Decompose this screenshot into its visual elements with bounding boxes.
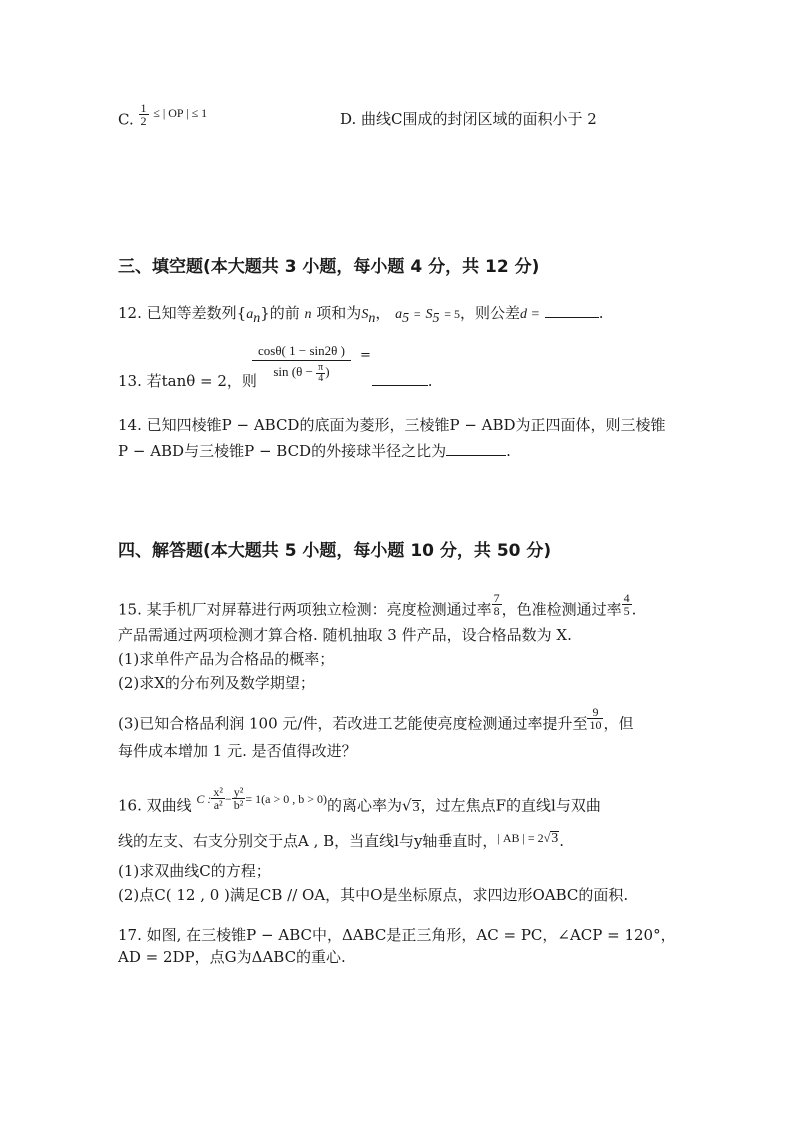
q13-equals: =: [360, 348, 371, 363]
answer-blank: [545, 303, 599, 318]
question-13: 13. 若tanθ = 2，则 .: [118, 372, 433, 390]
option-d: D. 曲线C围成的封闭区域的面积小于 2: [340, 110, 597, 128]
question-17-line-1: 17. 如图, 在三棱锥P − ABC中，ΔABC是正三角形，AC = PC，∠ACP = 120°，: [118, 926, 676, 944]
option-c-fraction: $\frac{1}{2}$: [140, 101, 147, 128]
question-15-part-2: (2)求X的分布列及数学期望；: [118, 674, 315, 692]
question-15-part-3: (3)已知合格品利润 100 元/件，若改进工艺能使亮度检测通过率提升至 $\frac{9}{10}$ ，但: [118, 705, 634, 733]
q13-denominator: sin (θ − $\frac{\pi}{4}$ ): [273, 361, 330, 384]
option-c-expr: ≤ | OP | ≤ 1: [153, 105, 208, 120]
question-15-part-3-cont: 每件成本增加 1 元. 是否值得改进？: [118, 742, 357, 760]
q13-numerator: cosθ( 1 − sin2θ ): [252, 342, 351, 361]
question-15-line-2: 产品需通过两项检测才算合格. 随机抽取 3 件产品，设合格品数为 X.: [118, 626, 572, 644]
answer-blank: [446, 441, 506, 456]
answer-blank: [372, 371, 428, 386]
option-c: [118, 101, 208, 133]
question-16-part-1: (1)求双曲线C的方程；: [118, 862, 271, 880]
question-15-line-1: 15. 某手机厂对屏幕进行两项独立检测：亮度检测通过率 $\frac{7}{8}$ ，色准检测通过率 $\frac{4}{5}$ .: [118, 591, 637, 619]
option-c-label: C.: [118, 110, 134, 129]
question-17-line-2: AD = 2DP，点G为ΔABC的重心.: [118, 948, 346, 966]
question-16-line-2: 线的左支、右支分别交于点A , B，当直线l与y轴垂直时，$^{| AB | = 2√}$3.: [118, 831, 565, 850]
question-14-line-2: P − ABD与三棱锥P − BCD的外接球半径之比为 .: [118, 442, 511, 460]
question-14-line-1: 14. 已知四棱锥P − ABCD的底面为菱形，三棱锥P − ABD为正四面体，则三棱锥: [118, 416, 666, 434]
question-16-line-1: 16. 双曲线 $^{C :}$ $\frac{\text{x²}}{\text{a²}}$ − $\frac{\text{y²}}{\text{b²}}$ $^{= 1(a > 0 , b > 0)}$的离心率为√3，过左焦点F的直线l与双曲: [118, 785, 601, 815]
section-3-heading: 三、填空题(本大题共 3 小题，每小题 4 分，共 12 分): [118, 257, 540, 277]
question-12: 12. 已知等差数列$\{a_n\}$的前 n 项和为$S_n$， $a_5 = S_5 = 5$，则公差d = .: [118, 304, 604, 326]
question-15-part-1: (1)求单件产品为合格品的概率；: [118, 650, 335, 668]
section-4-heading: 四、解答题(本大题共 5 小题，每小题 10 分，共 50 分): [118, 541, 552, 561]
question-16-part-2: (2)点C( 12 , 0 )满足CB // OA，其中O是坐标原点，求四边形OABC的面积.: [118, 886, 629, 904]
